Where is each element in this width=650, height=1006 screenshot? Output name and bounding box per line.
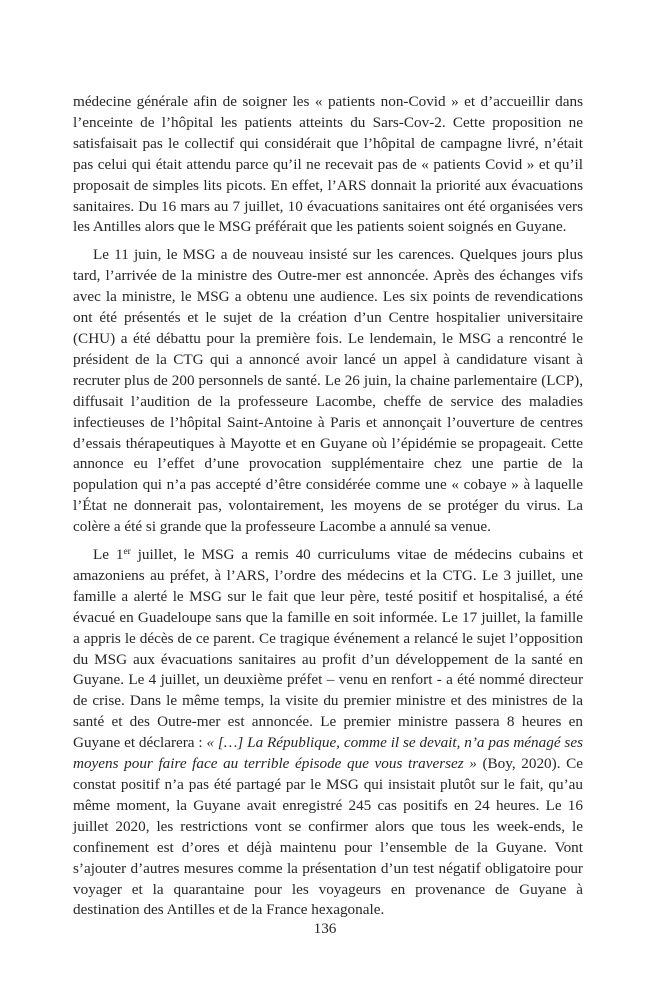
paragraph-july-lead: Le 1 — [93, 546, 124, 564]
paragraph-continuation: médecine générale afin de soigner les « patients non-Covid » et d’accueillir dans l’enceinte de l’hôpital les patients atteints du Sars-Cov-2. Cette proposition ne satisfaisait pas le collectif qui considérait que l’hôpital de campagne livré, n’était pas celui qui était attendu parce qu’il ne recevait pas de « patients Covid » et qu’il proposait de simples lits picots. En effet, l’ARS donnait la priorité aux évacuations sanitaires. Du 16 mars au 7 juillet, 10 évacuations sanitaires ont été organisées vers les Antilles alors que le MSG préférait que les patients soient soignés en Guyane. — [73, 93, 583, 236]
paragraph-june: Le 11 juin, le MSG a de nouveau insisté sur les carences. Quelques jours plus tard, l’arrivée de la ministre des Outre-mer est annoncée. Après des échanges vifs avec la ministre, le MSG a obtenu une audience. Les six points de revendications ont été présentés et le sujet de la création d’un Centre hospitalier universitaire (CHU) a été débattu pour la première fois. Le lendemain, le MSG a rencontré le président de la CTG qui a annoncé avoir lancé un appel à candidature visant à recruter plus de 200 personnels de santé. Le 26 juin, la chaine parlementaire (LCP), diffusait l’audition de la professeure Lacombe, cheffe de service des maladies infectieuses de l’hôpital Saint-Antoine à Paris et annonçait l’ouverture de centres d’essais thérapeutiques à Mayotte et en Guyane où l’épidémie se propageait. Cette annonce eu l’effet d’une provocation supplémentaire chez une partie de la population qui n’a pas accepté d’être considérée comme une « cobaye » à laquelle l’État ne donnerait pas, volontairement, les moyens de se protéger du virus. La colère a été si grande que la professeure Lacombe a annulé sa venue. — [73, 246, 583, 536]
prime-minister-quote: « […] La République, comme il se devait, n’a pas ménagé ses moyens pour faire face au terrible épisode que vous traversez » — [73, 734, 583, 773]
ordinal-superscript: er — [123, 547, 131, 558]
page-number: 136 — [313, 920, 337, 937]
paragraph-july-text: juillet, le MSG a remis 40 curriculums vitae de médecins cubains et amazoniens au préfet, à l’ARS, l’ordre des médecins et la CTG. Le 3 juillet, une famille a alerté le MSG sur le fait que leur père, testé positif et hospitalisé, a été évacué en Guadeloupe sans que la famille en soit informée. Le 17 juillet, la famille a appris le décès de ce parent. Ce tragique événement a relancé le sujet l’opposition du MSG aux évacuations sanitaires au profit d’un développement de la santé en Guyane. Le 4 juillet, un deuxième préfet – venu en renfort - a été nommé directeur de crise. Dans le même temps, la visite du premier ministre et des ministres de la santé et des Outre-mer est annoncée. Le premier ministre passera 8 heures en Guyane et déclarera : — [73, 546, 583, 752]
paragraph-july — [73, 545, 583, 921]
paragraph-july-text-end: (Boy, 2020). Ce constat positif n’a pas été partagé par le MSG qui insistait plutôt sur le fait, qu’au même moment, la Guyane avait enregistré 245 cas positifs en 24 heures. Le 16 juillet 2020, les restrictions vont se confirmer alors que tous les week-ends, le confinement est d’ores et déjà maintenu pour l’ensemble de la Guyane. Vont s’ajouter d’autres mesures comme la présentation d’un test négatif obligatoire pour voyager et la quarantaine pour les voyageurs en provenance de Guyane à destination des Antilles et de la France hexagonale. — [73, 755, 583, 919]
page-body — [73, 92, 583, 928]
